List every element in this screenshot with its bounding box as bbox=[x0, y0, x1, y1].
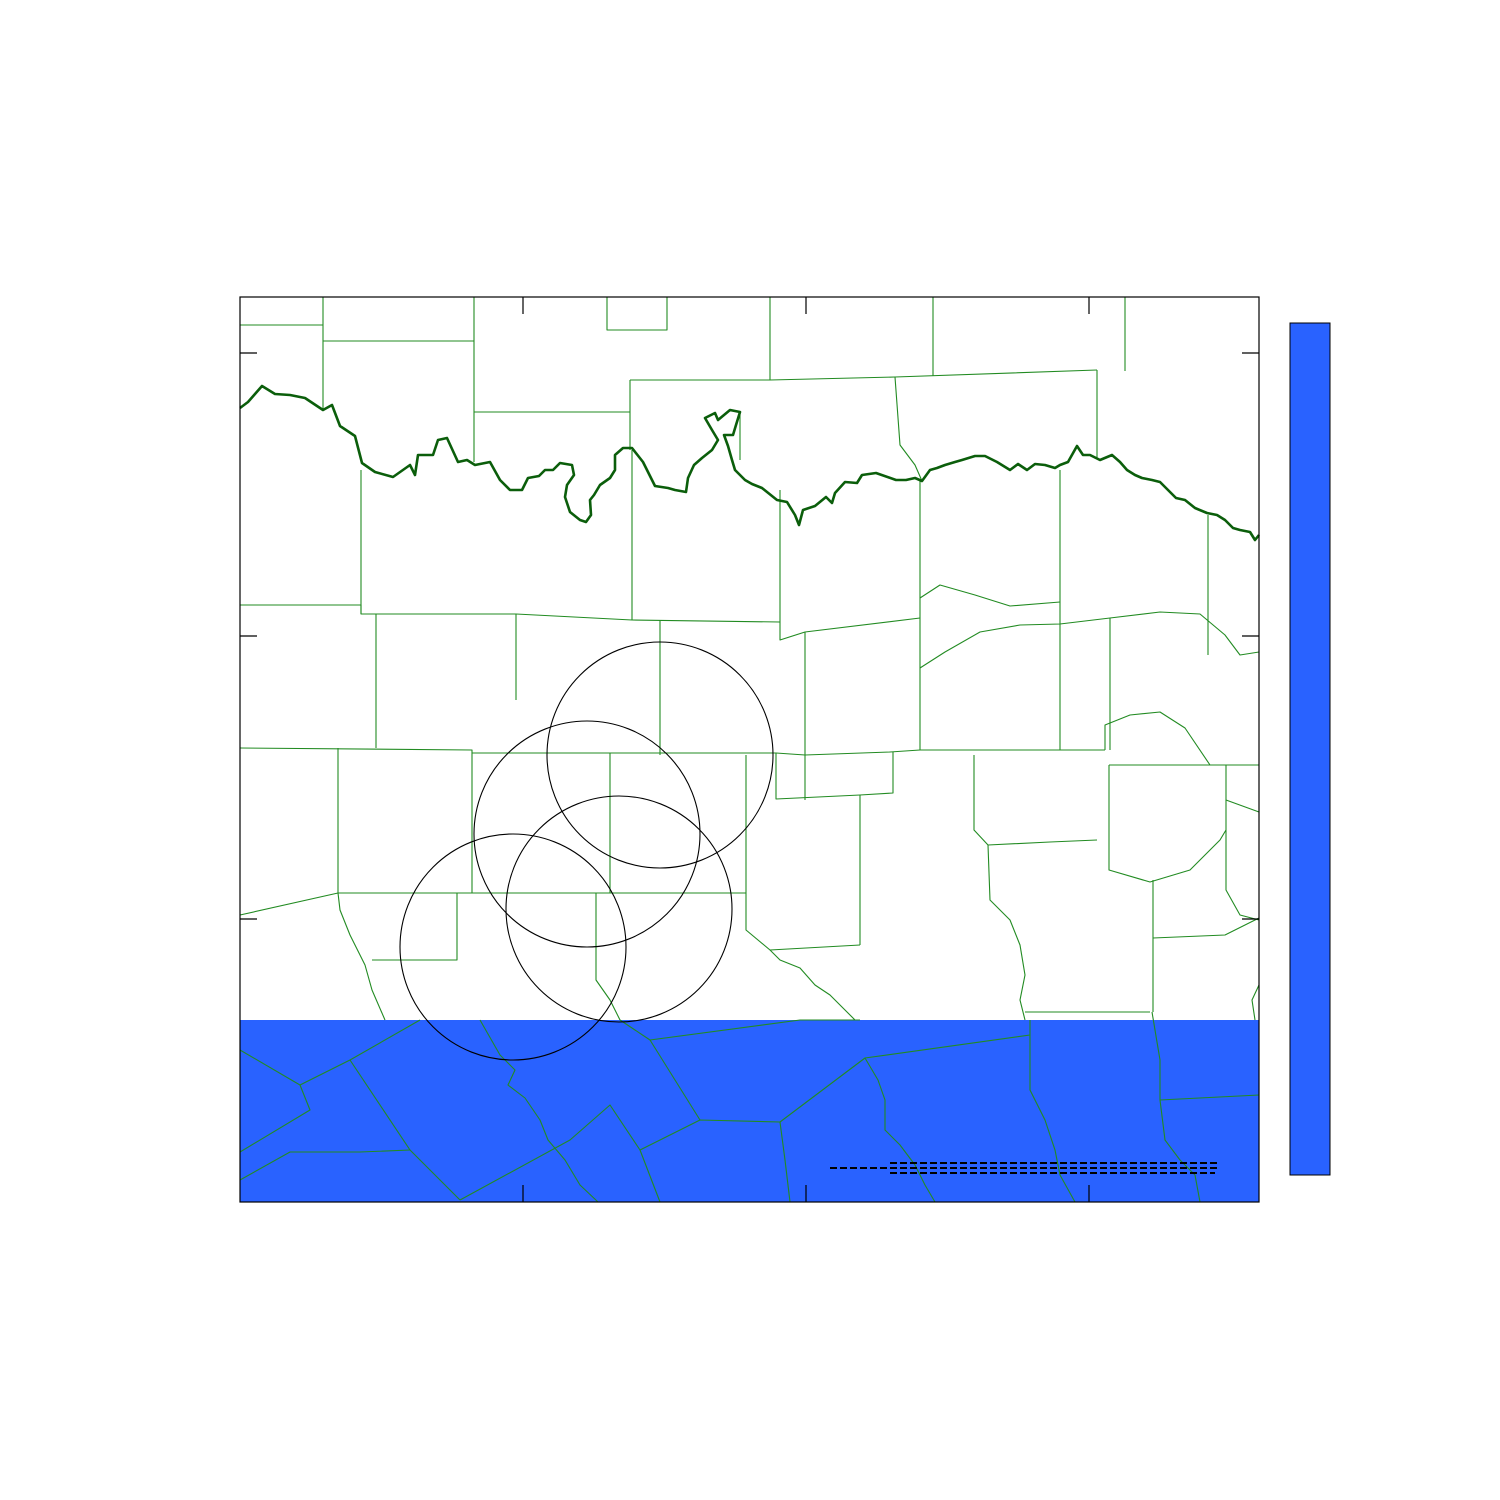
county-boundary bbox=[240, 605, 780, 622]
county-boundary bbox=[895, 377, 922, 481]
county-boundary bbox=[338, 893, 385, 1020]
county-boundary bbox=[920, 585, 1060, 606]
county-boundary bbox=[240, 748, 920, 755]
county-boundary bbox=[1226, 800, 1259, 812]
state-border-river bbox=[240, 386, 1259, 540]
county-boundary bbox=[240, 893, 338, 915]
county-boundary bbox=[920, 480, 1105, 750]
county-boundary bbox=[974, 755, 1097, 845]
county-boundary bbox=[776, 752, 893, 799]
county-boundary bbox=[1109, 765, 1226, 882]
county-boundary bbox=[1105, 712, 1210, 765]
county-boundary bbox=[372, 893, 457, 960]
county-boundary bbox=[746, 755, 860, 950]
county-boundary bbox=[988, 845, 1025, 1020]
county-boundary bbox=[1153, 918, 1259, 938]
colorbar-fill bbox=[1290, 323, 1330, 1175]
cin-shaded-area bbox=[240, 1020, 1259, 1202]
county-boundary bbox=[1226, 765, 1259, 920]
county-boundary bbox=[770, 950, 855, 1020]
county-boundary bbox=[1252, 985, 1259, 1020]
colorbar bbox=[1290, 323, 1330, 1175]
county-boundary bbox=[338, 748, 746, 893]
county-boundary bbox=[596, 893, 620, 1020]
county-boundary bbox=[607, 297, 667, 330]
county-boundary bbox=[630, 297, 770, 380]
